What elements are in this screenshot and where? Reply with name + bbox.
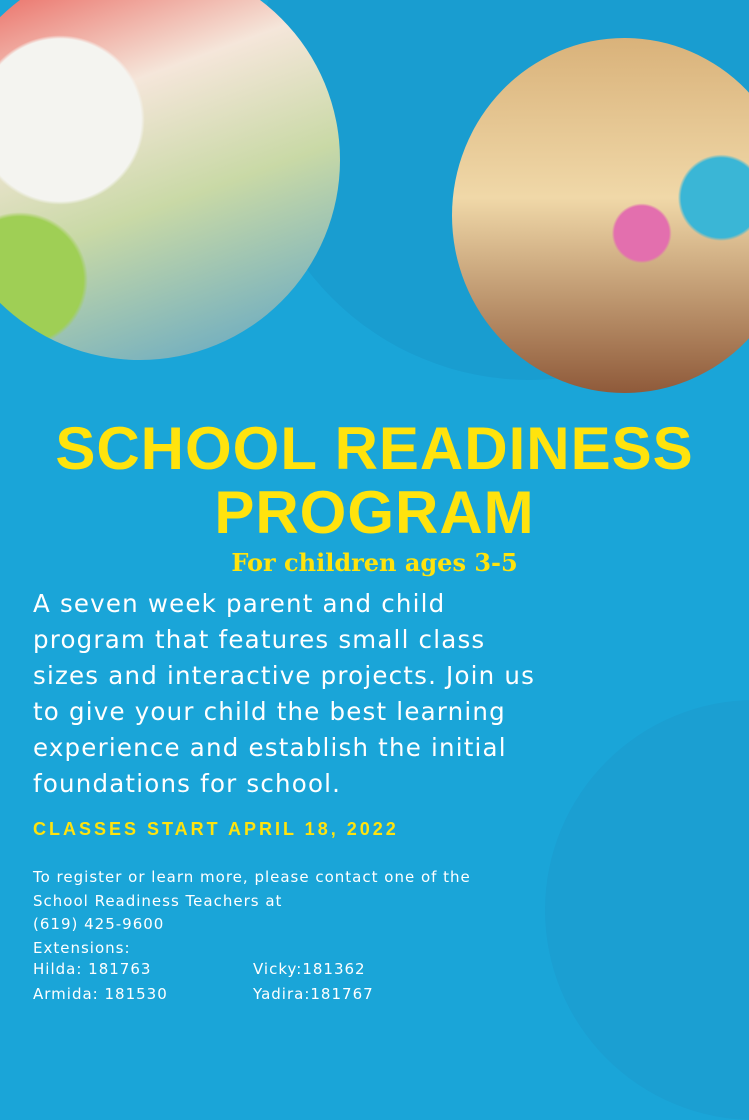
extension-armida: Armida: 181530 <box>33 985 168 1003</box>
program-title-line-2: PROGRAM <box>214 479 535 546</box>
contact-info <box>33 866 493 960</box>
extension-vicky: Vicky:181362 <box>253 960 366 978</box>
background-circle-bottom <box>545 700 749 1120</box>
extension-yadira: Yadira:181767 <box>253 985 374 1003</box>
phone-number: (619) 425-9600 <box>33 915 165 933</box>
children-art-photo <box>0 0 340 360</box>
classes-start-date: CLASSES START APRIL 18, 2022 <box>33 819 399 839</box>
contact-intro: To register or learn more, please contact one of the School Readiness Teachers at <box>33 868 471 910</box>
program-description: A seven week parent and child program that features small class sizes and interactive projects. Join us to give your child the best learning experience and establish the initial foundations for school. <box>33 589 536 798</box>
extension-hilda: Hilda: 181763 <box>33 960 152 978</box>
age-subtitle: For children ages 3-5 <box>231 548 518 577</box>
extensions-label: Extensions: <box>33 938 131 957</box>
program-title-line-1: SCHOOL READINESS <box>55 415 694 482</box>
